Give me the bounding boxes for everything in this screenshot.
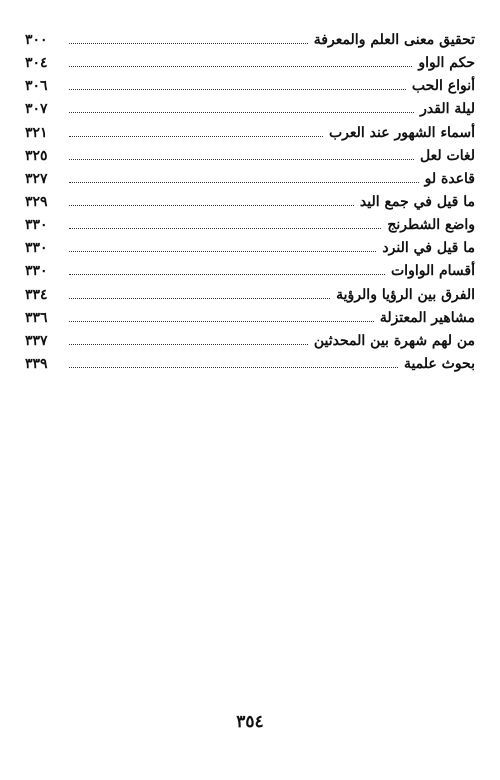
toc-entry-page: ٣٣٤ (25, 286, 48, 303)
toc-entry (25, 52, 475, 75)
toc-entry-title: ما قيل في النرد (382, 240, 475, 257)
toc-entry-title: ليلة القدر (420, 101, 475, 118)
toc-entry-page: ٣٠٠ (25, 32, 48, 48)
toc-entry (25, 168, 475, 191)
toc-entry-page: ٣٣٦ (25, 309, 48, 326)
toc-entry-title: قاعدة لو (424, 170, 475, 187)
dot-leader (69, 251, 376, 252)
toc-entry-title: ما قيل في جمع اليد (359, 193, 475, 210)
toc-entry-page: ٣٠٧ (25, 101, 48, 118)
toc-entry-page: ٣٣٩ (25, 355, 48, 372)
dot-leader (69, 159, 414, 160)
dot-leader (69, 321, 374, 322)
toc-entry (25, 214, 475, 237)
toc-entry-page: ٣٢٧ (25, 170, 48, 187)
dot-leader (69, 298, 330, 299)
dot-leader (69, 112, 414, 113)
toc-entry-page: ٣٠٤ (25, 55, 48, 72)
dot-leader (69, 205, 354, 206)
page-number: ٣٥٤ (236, 712, 264, 732)
dot-leader (69, 136, 323, 137)
dot-leader (69, 367, 398, 368)
toc-entry-title: واضع الشطرنج (387, 217, 475, 234)
toc-entry (25, 191, 475, 214)
dot-leader (69, 66, 412, 67)
toc-entry-page: ٣٢١ (25, 124, 48, 141)
dot-leader (69, 89, 406, 90)
toc-entry-title: تحقيق معنى العلم والمعرفة (313, 32, 475, 48)
toc-entry-page: ٣٣٠ (25, 263, 48, 280)
toc-entry-title: حكم الواو (418, 55, 475, 72)
toc-entry-title: لغات لعل (420, 147, 475, 164)
toc-entry-page: ٣٣٧ (25, 332, 48, 349)
toc-entry-title: أقسام الواوات (391, 263, 475, 280)
toc-entry (25, 330, 475, 353)
toc-entry (25, 353, 475, 376)
toc-entry (25, 237, 475, 260)
toc-entry (25, 145, 475, 168)
toc-entry (25, 98, 475, 121)
dot-leader (69, 274, 385, 275)
toc-entry-title: من لهم شهرة بين المحدثين (313, 332, 475, 349)
toc-entry-title: أسماء الشهور عند العرب (328, 124, 475, 141)
toc-entry-page: ٣٠٦ (25, 78, 48, 95)
toc-entry-page: ٣٣٠ (25, 217, 48, 234)
table-of-contents (25, 29, 475, 376)
dot-leader (69, 182, 419, 183)
toc-entry (25, 122, 475, 145)
toc-entry-page: ٣٢٩ (25, 193, 48, 210)
toc-entry-title: أنواع الحب (411, 78, 475, 95)
toc-entry (25, 260, 475, 283)
toc-entry-page: ٣٣٠ (25, 240, 48, 257)
dot-leader (69, 43, 308, 44)
dot-leader (69, 228, 381, 229)
toc-entry-title: بحوث علمية (403, 355, 475, 372)
toc-entry (25, 307, 475, 330)
toc-entry-title: الفرق بين الرؤيا والرؤية (336, 286, 475, 303)
toc-entry (25, 75, 475, 98)
toc-entry-page: ٣٢٥ (25, 147, 48, 164)
dot-leader (69, 344, 308, 345)
toc-entry-title: مشاهير المعتزلة (379, 309, 475, 326)
toc-entry (25, 284, 475, 307)
toc-entry (25, 29, 475, 52)
